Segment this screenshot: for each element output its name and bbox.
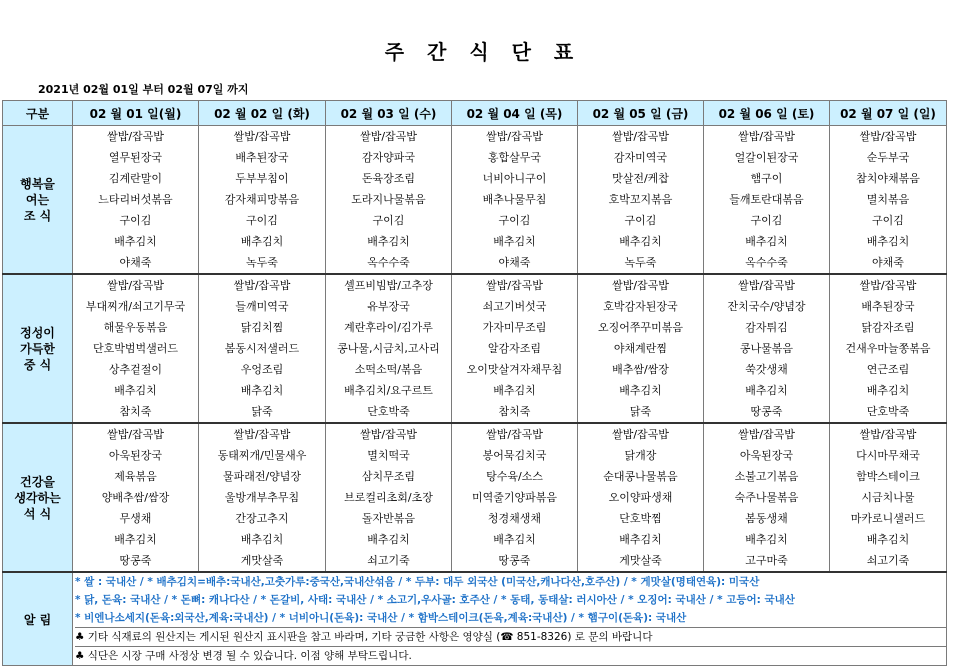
dish-item: 건새우마늘쫑볶음 <box>845 342 931 355</box>
dish-item: 단호박범벅샐러드 <box>92 342 178 355</box>
day-menu-cell <box>199 126 326 275</box>
dish-item: 순대콩나물볶음 <box>603 470 678 483</box>
dish-item: 구이김 <box>750 214 783 227</box>
dish-item: 함박스테이크 <box>856 470 920 483</box>
day-menu-cell <box>830 423 947 572</box>
dish-item: 청경채생채 <box>487 512 542 525</box>
meal-label-line: 생각하는 <box>14 490 61 505</box>
dish-item: 배추김치 <box>367 533 410 546</box>
dish-item: 소떡소떡/볶음 <box>354 363 423 376</box>
dish-item: 단호박죽 <box>367 405 410 418</box>
dish-item: 오이양파생채 <box>608 491 673 504</box>
dish-item: 쌀밥/잡곡밥 <box>107 130 164 143</box>
dish-item: 배추김치 <box>493 533 536 546</box>
lunch-row <box>3 274 947 423</box>
weekly-menu-table <box>2 100 947 666</box>
dish-item: 우엉조림 <box>240 363 284 376</box>
header-row <box>3 101 947 126</box>
dish-item: 무생채 <box>119 512 152 525</box>
dish-item: 시금치나물 <box>861 491 915 504</box>
origin-note: * 닭, 돈육: 국내산 / * 돈뼈: 캐나다산 / * 돈갈비, 사태: 국내산 / * 소고기,우사골: 호주산 / * 동태, 동태살: 러시아산 / * 오징어: 국내산 / * 고등어: 국내산 <box>75 594 795 606</box>
dish-item: 쇠고기죽 <box>367 554 410 567</box>
origin-note: * 비엔나소세지(돈육:외국산,계육:국내산) / * 너비아니(돈육): 국내산 / * 함박스테이크(돈육,계육:국내산) / * 햄구이(돈육): 국내산 <box>75 612 687 624</box>
dish-item: 배추김치 <box>240 533 284 546</box>
dish-item: 부대찌개/쇠고기무국 <box>85 300 186 313</box>
dish-item: 배추김치 <box>114 384 157 397</box>
dish-item: 호박감자된장국 <box>603 300 678 313</box>
dish-item: 미역줄기양파볶음 <box>471 491 557 504</box>
dish-item: 구이김 <box>498 214 531 227</box>
dish-item: 셀프비빔밥/고추장 <box>344 279 433 292</box>
meal-label <box>3 423 73 572</box>
dish-item: 땅콩죽 <box>498 554 531 567</box>
day-menu-cell <box>704 126 830 275</box>
dish-item: 배추김치 <box>240 384 284 397</box>
notes-content <box>73 572 947 666</box>
dish-item: 다시마무채국 <box>856 449 920 462</box>
dish-item: 야채죽 <box>498 256 531 269</box>
dish-item: 배추김치 <box>745 533 788 546</box>
meal-label-line: 석 식 <box>23 506 52 521</box>
day-menu-cell <box>704 274 830 423</box>
dish-item: 배추나물무침 <box>482 193 547 206</box>
day-menu-cell <box>578 274 704 423</box>
dish-item: 배추김치 <box>367 235 410 248</box>
dish-item: 감자튀김 <box>745 321 788 334</box>
dish-item: 참치야채볶음 <box>856 172 920 185</box>
dish-item: 알감자조림 <box>487 342 542 355</box>
dish-item: 쌀밥/잡곡밥 <box>486 279 543 292</box>
dish-item: 아욱된장국 <box>739 449 794 462</box>
dish-item: 간장고추지 <box>235 512 289 525</box>
dish-item: 두부부침이 <box>235 172 289 185</box>
dish-item: 울방개부추무침 <box>224 491 300 504</box>
dish-item: 상추겉절이 <box>108 363 163 376</box>
dish-item: 오징어쭈꾸미볶음 <box>597 321 683 334</box>
dish-item: 봉어묵김치국 <box>482 449 547 462</box>
dish-item: 닭김치찜 <box>240 321 284 334</box>
dish-item: 고구마죽 <box>745 554 788 567</box>
dish-item: 쇠고기죽 <box>866 554 910 567</box>
dish-item: 쌀밥/잡곡밥 <box>612 428 669 441</box>
dish-item: 배추김치 <box>240 235 284 248</box>
day-menu-cell <box>578 423 704 572</box>
page-title: 주 간 식 단 표 <box>384 40 582 64</box>
dish-item: 녹두죽 <box>624 256 657 269</box>
dish-item: 구이김 <box>372 214 405 227</box>
dish-item: 게맛살죽 <box>619 554 662 567</box>
day-menu-cell <box>199 274 326 423</box>
meal-label-line: 정성이 <box>20 325 55 340</box>
dish-item: 봄동시저샐러드 <box>224 342 300 355</box>
dish-item: 쑥갓생채 <box>745 363 788 376</box>
dish-item: 쇠고기버섯국 <box>482 300 547 313</box>
dish-item: 쌀밥/잡곡밥 <box>859 279 917 292</box>
dish-item: 쌀밥/잡곡밥 <box>612 279 669 292</box>
dish-item: 콩나물,시금치,고사리 <box>337 342 440 355</box>
dish-item: 호박꼬지볶음 <box>608 193 673 206</box>
dish-item: 동태찌개/민물새우 <box>217 449 307 462</box>
dish-item: 아욱된장국 <box>108 449 163 462</box>
day-menu-cell <box>830 126 947 275</box>
dish-item: 홍합살무국 <box>487 151 542 164</box>
dish-item: 닭죽 <box>629 405 652 418</box>
dish-item: 참치죽 <box>119 405 152 418</box>
dish-item: 배추김치 <box>619 235 662 248</box>
dish-item: 구이김 <box>119 214 152 227</box>
dish-item: 멸치떡국 <box>367 449 410 462</box>
dish-item: 야채죽 <box>119 256 152 269</box>
day-header: 02 월 07 일 (일) <box>830 101 947 126</box>
origin-note: * 쌀 : 국내산 / * 배추김치=배추:국내산,고춧가루:중국산,국내산섞음 / * 두부: 대두 외국산 (미국산,캐나다산,호주산) / * 게맛살(명태연육): 미국산 <box>75 576 760 588</box>
dish-item: 김계란말이 <box>108 172 163 185</box>
day-menu-cell <box>452 423 578 572</box>
day-menu-cell <box>704 423 830 572</box>
dish-item: 들깨토란대볶음 <box>729 193 804 206</box>
dish-item: 구이김 <box>246 214 278 227</box>
day-menu-cell <box>452 274 578 423</box>
notes-label: 알 림 <box>3 572 73 666</box>
dish-item: 너비아니구이 <box>482 172 547 185</box>
dish-item: 단호박찜 <box>619 512 662 525</box>
dish-item: 열무된장국 <box>108 151 163 164</box>
dish-item: 배추된장국 <box>861 300 915 313</box>
day-header: 02 월 04 일 (목) <box>452 101 578 126</box>
dish-item: 배추김치 <box>114 533 157 546</box>
dish-item: 배추쌈/쌈장 <box>612 363 669 376</box>
dish-item: 쌀밥/잡곡밥 <box>233 130 291 143</box>
dish-item: 닭감자조림 <box>861 321 915 334</box>
dish-item: 배추김치 <box>619 384 662 397</box>
dish-item: 감자채피망볶음 <box>224 193 300 206</box>
day-menu-cell <box>73 126 199 275</box>
dish-item: 오이맛살겨자채무침 <box>466 363 563 376</box>
dish-item: 햄구이 <box>750 172 783 185</box>
dish-item: 쌀밥/잡곡밥 <box>738 130 795 143</box>
dish-item: 배추김치 <box>745 384 788 397</box>
dish-item: 감자미역국 <box>613 151 668 164</box>
day-header: 02 월 01 일(월) <box>73 101 199 126</box>
meal-label-line: 행복을 <box>20 176 55 191</box>
dish-item: 야채죽 <box>872 256 904 269</box>
dish-item: 닭개장 <box>624 449 657 462</box>
dish-item: 쌀밥/잡곡밥 <box>107 279 164 292</box>
day-menu-cell <box>73 423 199 572</box>
dish-item: 제육볶음 <box>114 470 157 483</box>
day-menu-cell <box>73 274 199 423</box>
meal-label-line: 중 식 <box>23 357 52 372</box>
dish-item: 소불고기볶음 <box>734 470 799 483</box>
dinner-row <box>3 423 947 572</box>
notes-row <box>3 572 947 666</box>
dish-item: 쌀밥/잡곡밥 <box>360 428 417 441</box>
info-note: ♣ 식단은 시장 구매 사정상 변경 될 수 있습니다. 이점 양해 부탁드립니다. <box>75 646 946 665</box>
dish-item: 쌀밥/잡곡밥 <box>486 130 543 143</box>
dish-item: 참치죽 <box>498 405 531 418</box>
dish-item: 유부장국 <box>367 300 410 313</box>
dish-item: 배추김치 <box>866 235 910 248</box>
dish-item: 녹두죽 <box>246 256 278 269</box>
breakfast-row <box>3 126 947 275</box>
dish-item: 단호박죽 <box>866 405 910 418</box>
dish-item: 땅콩죽 <box>750 405 783 418</box>
dish-item: 감자양파국 <box>361 151 416 164</box>
dish-item: 배추김치 <box>866 533 910 546</box>
dish-item: 마카로니샐러드 <box>850 512 926 525</box>
info-note: ♣ 기타 식재료의 원산지는 게시된 원산지 표시판을 참고 바라며, 기타 궁금한 사항은 영양실 (☎ 851-8326) 로 문의 바랍니다 <box>75 627 946 646</box>
dish-item: 쌀밥/잡곡밥 <box>738 428 795 441</box>
dish-item: 계란후라이/김가루 <box>344 321 433 334</box>
dish-item: 옥수수죽 <box>745 256 788 269</box>
dish-item: 야채계란찜 <box>613 342 668 355</box>
dish-item: 연근조림 <box>866 363 910 376</box>
dish-item: 쌀밥/잡곡밥 <box>233 279 291 292</box>
dish-item: 삼치무조림 <box>361 470 416 483</box>
dish-item: 맛살전/케찹 <box>612 172 669 185</box>
dish-item: 배추김치 <box>493 235 536 248</box>
dish-item: 잔치국수/양념장 <box>727 300 806 313</box>
dish-item: 옥수수죽 <box>367 256 410 269</box>
dish-item: 배추된장국 <box>235 151 289 164</box>
dish-item: 쌀밥/잡곡밥 <box>612 130 669 143</box>
dish-item: 봄동생채 <box>745 512 788 525</box>
meal-label <box>3 274 73 423</box>
meal-label-line: 조 식 <box>23 208 52 223</box>
dish-item: 쌀밥/잡곡밥 <box>738 279 795 292</box>
dish-item: 양배추쌈/쌈장 <box>101 491 170 504</box>
day-header: 02 월 03 일 (수) <box>326 101 452 126</box>
dish-item: 숙주나물볶음 <box>734 491 799 504</box>
menu-period: 2021년 02월 01일 부터 02월 07일 까지 <box>38 83 249 96</box>
meal-label-line: 여는 <box>25 192 50 207</box>
day-header: 02 월 06 일 (토) <box>704 101 830 126</box>
dish-item: 쌀밥/잡곡밥 <box>859 130 917 143</box>
dish-item: 얼갈이된장국 <box>734 151 799 164</box>
day-menu-cell <box>326 423 452 572</box>
dish-item: 가자미무조림 <box>482 321 547 334</box>
meal-label <box>3 126 73 275</box>
dish-item: 해물우동볶음 <box>103 321 168 334</box>
dish-item: 구이김 <box>624 214 657 227</box>
dish-item: 구이김 <box>872 214 904 227</box>
dish-item: 브로컬리초회/초장 <box>344 491 433 504</box>
dish-item: 들깨미역국 <box>235 300 289 313</box>
category-header: 구분 <box>3 101 73 126</box>
dish-item: 배추김치/요구르트 <box>344 384 433 397</box>
meal-label-line: 건강을 <box>20 474 55 489</box>
dish-item: 배추김치 <box>493 384 536 397</box>
dish-item: 순두부국 <box>866 151 910 164</box>
dish-item: 땅콩죽 <box>119 554 152 567</box>
meal-label-line: 가득한 <box>20 341 55 356</box>
day-menu-cell <box>199 423 326 572</box>
dish-item: 쌀밥/잡곡밥 <box>107 428 164 441</box>
dish-item: 물파래전/양념장 <box>222 470 302 483</box>
day-header: 02 월 02 일 (화) <box>199 101 326 126</box>
dish-item: 도라지나물볶음 <box>351 193 426 206</box>
dish-item: 닭죽 <box>251 405 273 418</box>
dish-item: 쌀밥/잡곡밥 <box>233 428 291 441</box>
dish-item: 배추김치 <box>745 235 788 248</box>
day-menu-cell <box>326 126 452 275</box>
dish-item: 느타리버섯볶음 <box>98 193 173 206</box>
dish-item: 돌자반볶음 <box>361 512 416 525</box>
day-header: 02 월 05 일 (금) <box>578 101 704 126</box>
day-menu-cell <box>578 126 704 275</box>
dish-item: 콩나물볶음 <box>739 342 794 355</box>
day-menu-cell <box>830 274 947 423</box>
dish-item: 게맛살죽 <box>240 554 284 567</box>
dish-item: 쌀밥/잡곡밥 <box>859 428 917 441</box>
dish-item: 쌀밥/잡곡밥 <box>486 428 543 441</box>
dish-item: 탕수육/소스 <box>486 470 543 483</box>
dish-item: 배추김치 <box>619 533 662 546</box>
dish-item: 배추김치 <box>866 384 910 397</box>
dish-item: 돈육장조림 <box>361 172 416 185</box>
day-menu-cell <box>452 126 578 275</box>
dish-item: 쌀밥/잡곡밥 <box>360 130 417 143</box>
dish-item: 배추김치 <box>114 235 157 248</box>
dish-item: 멸치볶음 <box>866 193 910 206</box>
day-menu-cell <box>326 274 452 423</box>
